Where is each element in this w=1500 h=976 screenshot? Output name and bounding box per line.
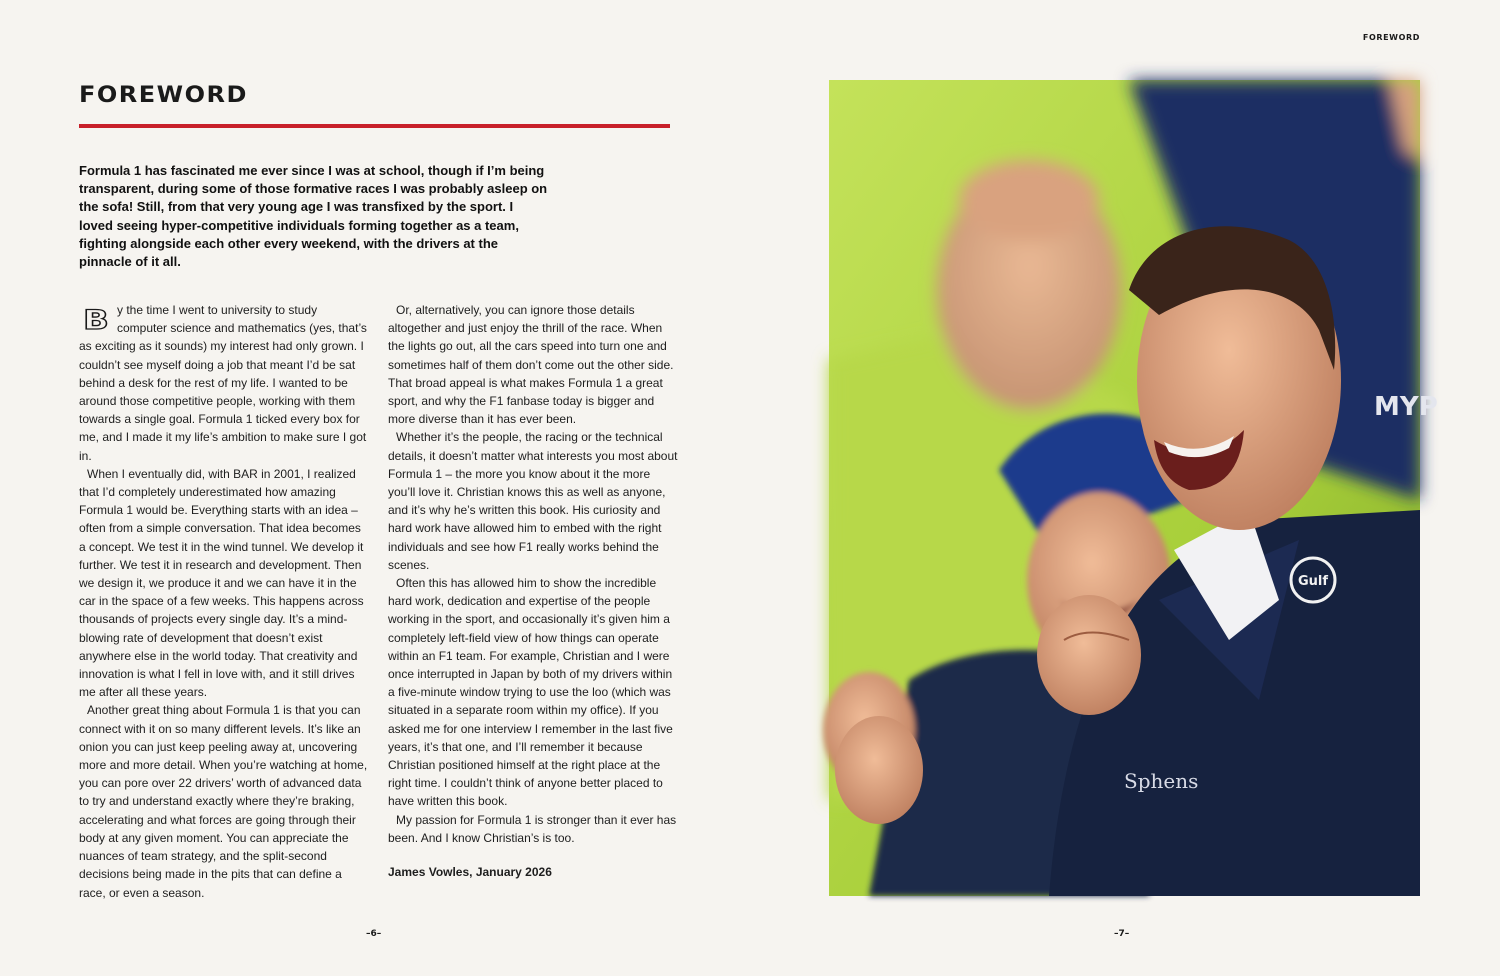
page-number-right: –7– [1114, 929, 1130, 939]
title-rule [79, 124, 670, 128]
jacket-logo-text: Gulf [1297, 574, 1329, 589]
body-paragraph: My passion for Formula 1 is stronger than it ever has been. And I know Christian’s is too. [388, 812, 677, 845]
page-title: FOREWORD [79, 82, 248, 108]
drop-cap [79, 306, 113, 335]
body-paragraph: Often this has allowed him to show the incredible hard work, dedication and expertise of the people working in the sport, and occasionally it’s given him a completely left-field view of how things can operate within an F1 team. For example, Christian and I were once interrupted in Japan by both of my drivers within a five-minute window trying to use the loo (which was situated in a separate room within my office). If you asked me for one interview I remember in the last five years, it’s that one, and I’ll remember it because Christian positioned himself at the right place at the right time. I couldn’t think of anyone better placed to have written this book. [388, 576, 673, 809]
celebration-photo [829, 80, 1438, 896]
running-head: FOREWORD [1362, 33, 1420, 42]
intro-paragraph: Formula 1 has fascinated me ever since I was at school, though if I’m being transparent, during some of those formative races I was probably asleep on the sofa! Still, from that very young age I was transfixed by the sport. I loved seeing hyper-competitive individuals forming together as a team, fighting alongside each other every weekend, with the drivers at the pinnacle of it all. [79, 163, 548, 270]
text-column-left [79, 301, 369, 902]
body-paragraph: Or, alternatively, you can ignore those details altogether and just enjoy the thrill of the race. When the lights go out, all the cars speed into turn one and sometimes half of them don’t come out the other side. That broad appeal is what makes Formula 1 a great sport, and why the F1 fanbase today is bigger and more diverse than it has ever been. [388, 303, 674, 427]
body-paragraph: y the time I went to university to study computer science and mathematics (yes, that’s as exciting as it sounds) my interest had only grown. I couldn’t see myself doing a job that meant I’d be sat behind a desk for the rest of my life. I wanted to be around those competitive people, working with them towards a single goal. Formula 1 ticked every box for me, and I made it my life’s ambition to make sure I got in. [79, 303, 367, 463]
jacket-logo-text: Sphens [1124, 769, 1199, 793]
jacket-logo-text: MYP [1374, 392, 1438, 422]
author-signature: James Vowles, January 2026 [388, 865, 552, 880]
body-paragraph: When I eventually did, with BAR in 2001, I realized that I’d completely underestimated how amazing Formula 1 would be. Everything starts with an idea – often from a simple conversation. That idea becomes a concept. We test it in the wind tunnel. We develop it further. We test it in research and development. Then we design it, we produce it and we can have it in the car in the space of a few weeks. This happens across thousands of projects every single day. It’s a mind-blowing rate of development that doesn’t exist anywhere else in the world today. That creativity and innovation is what I fell in love with, and it still drives me after all these years. [79, 466, 364, 700]
body-paragraph: Another great thing about Formula 1 is that you can connect with it on so many different levels. It’s like an onion you can just keep peeling away at, uncovering more and more detail. When you’re watching at home, you can pore over 22 drivers’ worth of advanced data to try and understand exactly where they’re braking, accelerating and what forces are going through their body at any given moment. You can appreciate the nuances of team strategy, and the split-second decisions being made in the pits that can define a race, or even a season. [79, 703, 368, 900]
drop-cap-letter: B [83, 305, 109, 337]
text-column-right [388, 301, 678, 881]
body-paragraph: Whether it’s the people, the racing or the technical details, it doesn’t matter what interests you most about Formula 1 – the more you know about it the more you’ll love it. Christian knows this as well as anyone, and it’s why he’s written this book. His curiosity and hard work have allowed him to embed with the right individuals and see how F1 really works behind the scenes. [388, 430, 678, 572]
page-number-left: –6– [366, 929, 382, 939]
